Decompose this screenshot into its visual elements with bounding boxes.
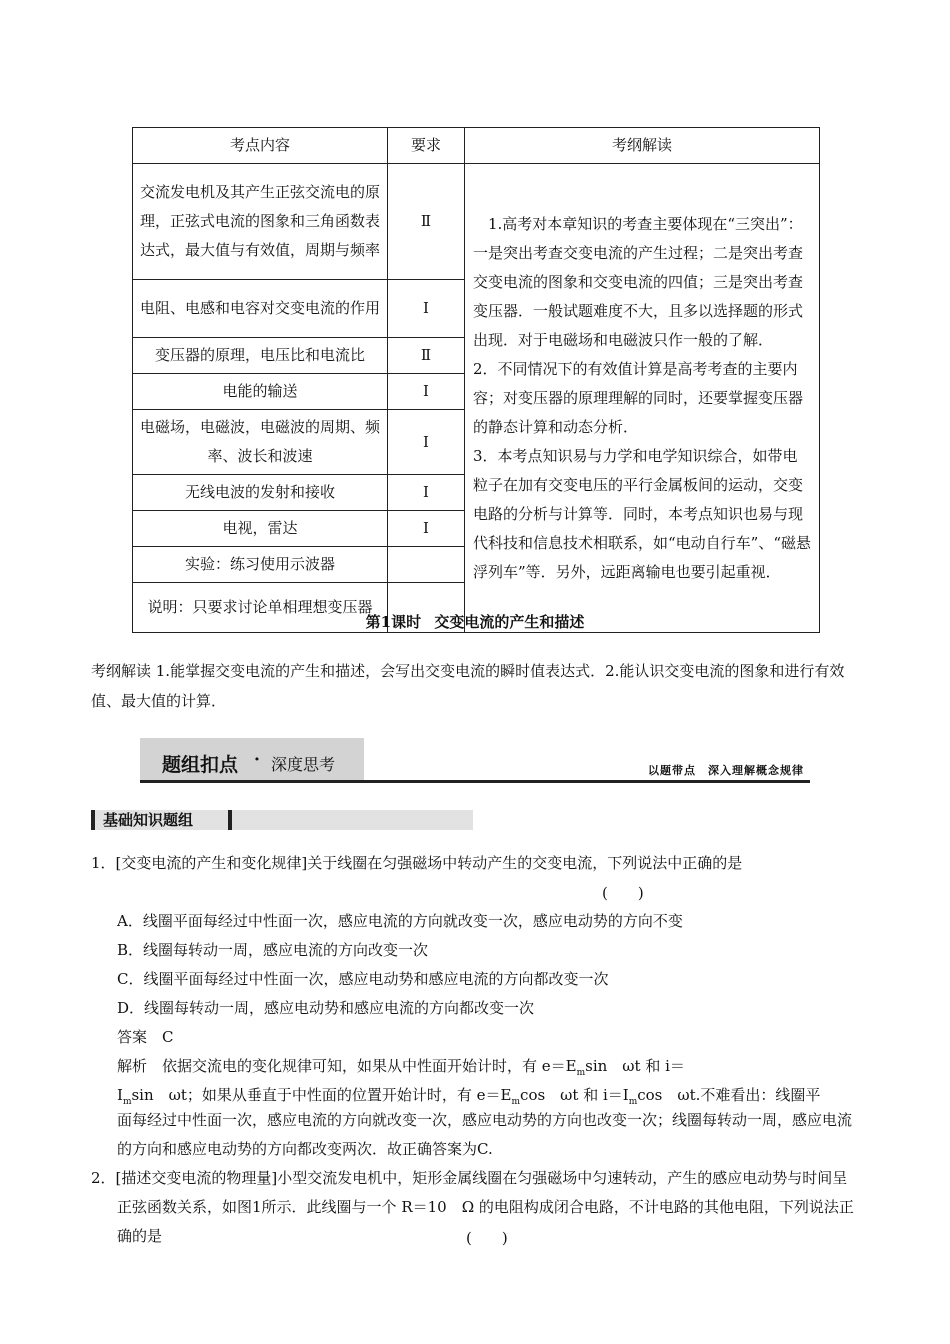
analysis-continuation: 面每经过中性面一次，感应电流的方向就改变一次，感应电动势的方向也改变一次；线圈每转动一周，感应电流的方向和感应电动势的方向都改变两次．故正确答案为C.: [117, 1111, 853, 1158]
answer-bracket: ( ): [466, 1229, 508, 1247]
lesson-outline: 考纲解读 1.能掌握交变电流的产生和描述，会写出交变电流的瞬时值表达式．2.能认识交变电流的图象和进行有效值、最大值的计算．: [91, 662, 845, 710]
table-header: 考点内容: [133, 128, 388, 164]
table-cell: 变压器的原理，电压比和电流比: [133, 338, 388, 374]
question-stem: 1．[交变电流的产生和变化规律]关于线圈在匀强磁场中转动产生的交变电流，下列说法中正确的是: [91, 854, 743, 872]
lesson-number: 第1课时: [365, 613, 422, 631]
section-banner: [140, 738, 810, 784]
banner-subtitle: 深度思考: [271, 755, 336, 774]
analysis-text: cos ωt.不难看出：线圈平: [637, 1086, 821, 1104]
table-cell: Ⅱ: [388, 338, 465, 374]
banner-separator: ·: [254, 750, 260, 770]
syllabus-interpretation: [465, 164, 820, 633]
question-stem: 2．[描述交变电流的物理量]小型交流发电机中，矩形金属线圈在匀强磁场中匀速转动，产生的感应电动势与时间呈正弦函数关系，如图1所示．此线圈与一个 R＝10 Ω 的电阻构成闭合电路，不计电路的其他电阻，下列说法正确的是: [91, 1169, 854, 1245]
table-cell: 交流发电机及其产生正弦交流电的原理，正弦式电流的图象和三角函数表达式，最大值与有效值，周期与频率: [133, 164, 388, 280]
option-b: B．线圈每转动一周，感应电流的方向改变一次: [117, 941, 429, 959]
interpretation-point: 3．本考点知识易与力学和电学知识综合，如带电粒子在加有交变电压的平行金属板间的运动，交变电路的分析与计算等．同时，本考点知识也易与现代科技和信息技术相联系，如“电动自行车”、“磁悬浮列车”等．另外，远距离输电也要引起重视．: [473, 446, 812, 581]
table-cell: [388, 547, 465, 583]
banner-title: 题组扣点: [162, 754, 239, 776]
table-cell: 电能的输送: [133, 374, 388, 410]
table-cell: Ⅰ: [388, 374, 465, 410]
subscript: m: [628, 1097, 638, 1107]
table-cell: Ⅰ: [388, 280, 465, 338]
section-title: 基础知识题组: [103, 811, 194, 829]
section-header: [91, 810, 473, 830]
option-a: A．线圈平面每经过中性面一次，感应电流的方向就改变一次，感应电动势的方向不变: [117, 912, 683, 930]
option-d: D．线圈每转动一周，感应电动势和感应电流的方向都改变一次: [117, 999, 535, 1017]
table-cell: Ⅱ: [388, 164, 465, 280]
section-bar-left: [91, 810, 95, 830]
table-header: 考纲解读: [465, 128, 820, 164]
analysis-text: cos ωt 和 i＝I: [520, 1086, 629, 1104]
table-cell: Ⅰ: [388, 475, 465, 511]
section-bar-right: [228, 810, 232, 830]
table-cell: 电磁场，电磁波，电磁波的周期、频率、波长和波速: [133, 410, 388, 475]
table-cell: 无线电波的发射和接收: [133, 475, 388, 511]
interpretation-point: 1.高考对本章知识的考查主要体现在“三突出”：一是突出考查交变电流的产生过程；二是突出考查交变电流的图象和交变电流的四值；三是突出考查变压器．一般试题难度不大，且多以选择题的形式出现．对于电磁场和电磁波只作一般的了解．: [473, 214, 804, 349]
subscript: m: [511, 1097, 521, 1107]
option-c: C．线圈平面每经过中性面一次，感应电动势和感应电流的方向都改变一次: [117, 970, 609, 988]
analysis-text: sin ωt 和 i＝: [585, 1057, 685, 1075]
interpretation-point: 2．不同情况下的有效值计算是高考考查的主要内容；对变压器的原理理解的同时，还要掌握变压器的静态计算和动态分析．: [473, 359, 804, 436]
subscript: m: [576, 1068, 586, 1078]
lesson-name: 交变电流的产生和描述: [434, 613, 585, 631]
banner-divider: [140, 780, 810, 783]
lesson-title: [0, 611, 950, 632]
analysis-text: 解析 依据交流电的变化规律可知，如果从中性面开始计时，有 e＝E: [117, 1057, 577, 1075]
analysis-text: sin ωt；如果从垂直于中性面的位置开始计时，有 e＝E: [131, 1086, 512, 1104]
subscript: m: [122, 1097, 132, 1107]
syllabus-table: [132, 127, 820, 633]
table-cell: 说明：只要求讨论单相理想变压器: [133, 583, 388, 633]
table-cell: Ⅰ: [388, 511, 465, 547]
table-header: 要求: [388, 128, 465, 164]
table-cell: 电视，雷达: [133, 511, 388, 547]
table-cell: Ⅰ: [388, 410, 465, 475]
table-cell: 实验：练习使用示波器: [133, 547, 388, 583]
table-cell: 电阻、电感和电容对交变电流的作用: [133, 280, 388, 338]
answer: 答案 C: [117, 1028, 174, 1046]
analysis-text: I: [117, 1086, 123, 1104]
banner-tagline: 以题带点 深入理解概念规律: [648, 764, 804, 777]
answer-bracket: ( ): [602, 884, 644, 902]
analysis-line: [117, 1055, 685, 1084]
